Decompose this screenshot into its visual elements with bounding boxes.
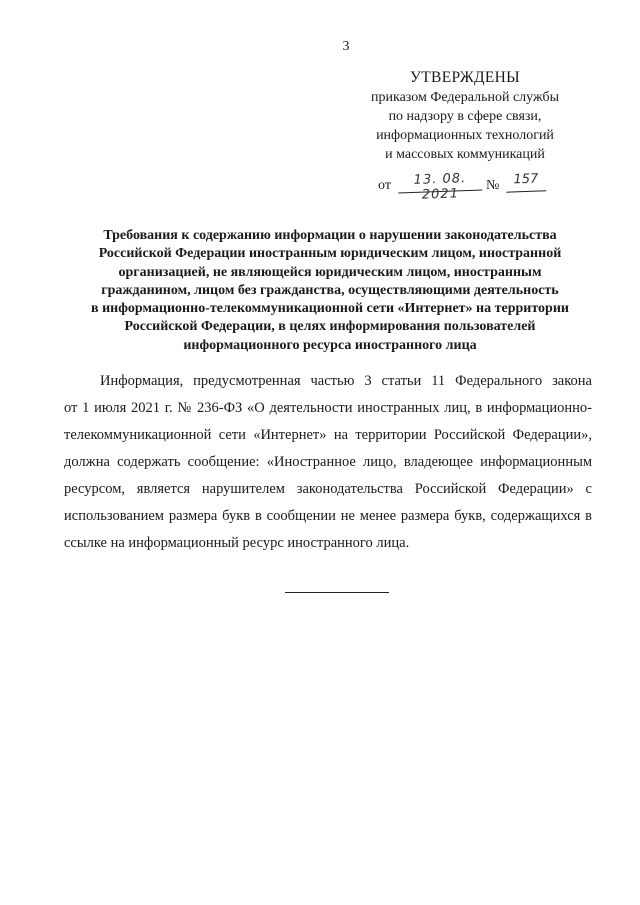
title-line: информационного ресурса иностранного лица	[183, 337, 477, 353]
body-paragraph	[64, 368, 592, 557]
approval-line: информационных технологий	[376, 128, 554, 143]
body-line: ресурсом, является нарушителем законодательства Российской Федерации» с	[64, 481, 592, 497]
body-line: Информация, предусмотренная частью 3 статьи 11 Федерального закона	[100, 373, 592, 389]
order-reference	[372, 171, 612, 203]
title-line: организацией, не являющейся юридическим лицом, иностранным	[118, 264, 542, 280]
title-line: Российской Федерации, в целях информирования пользователей	[124, 319, 536, 335]
approval-block	[340, 68, 590, 164]
title-line: Российской Федерации иностранным юридическим лицом, иностранной	[98, 246, 562, 262]
approval-heading: УТВЕРЖДЕНЫ	[410, 69, 520, 86]
body-line: от 1 июля 2021 г. № 236-ФЗ «О деятельности иностранных лиц, в информационно-	[64, 400, 592, 416]
approval-line: и массовых коммуникаций	[385, 147, 545, 162]
body-line: ссылке на информационный ресурс иностранного лица.	[64, 535, 410, 551]
page-number: 3	[342, 39, 350, 54]
body-line: должна содержать сообщение: «Иностранное лицо, владеющее информационным	[64, 454, 592, 470]
body-line: использованием размера букв в сообщении не менее размера букв, содержащихся в	[64, 508, 592, 524]
title-line: Требования к содержанию информации о нарушении законодательства	[103, 228, 557, 243]
approval-line: по надзору в сфере связи,	[388, 109, 542, 124]
order-number-handwritten: 157	[506, 171, 547, 192]
approval-line: приказом Федеральной службы	[371, 90, 559, 105]
order-date-handwritten: 13. 08. 2021	[398, 171, 483, 194]
order-number-label: №	[486, 178, 500, 193]
title-line: в информационно-телекоммуникационной сети «Интернет» на территории	[91, 301, 569, 317]
body-line: телекоммуникационной сети «Интернет» на территории Российской Федерации»,	[64, 427, 592, 443]
order-date-label: от	[378, 178, 391, 193]
document-title	[70, 227, 590, 355]
title-line: гражданином, лицом без гражданства, осуществляющими деятельность	[101, 282, 559, 298]
end-divider	[285, 592, 389, 593]
